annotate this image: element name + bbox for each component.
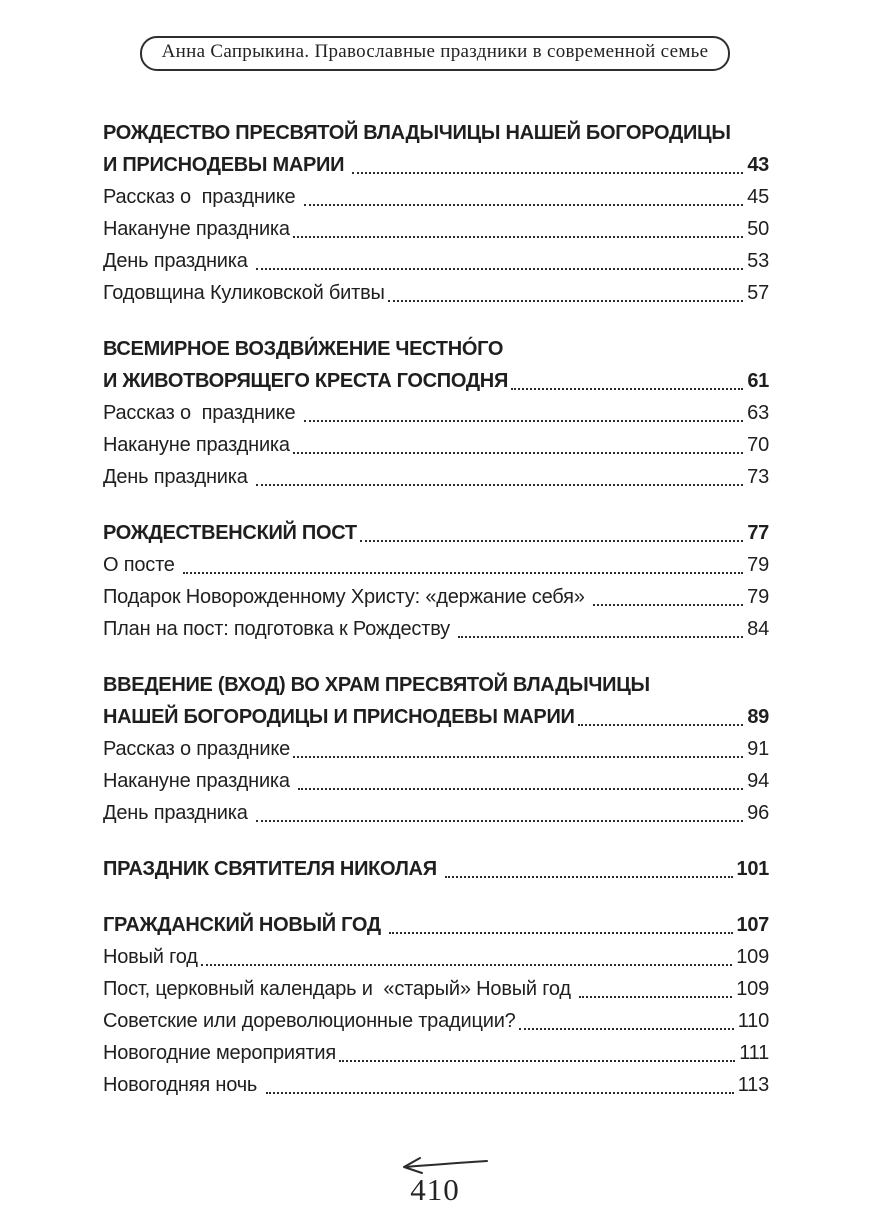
toc-item-label: День праздника [103, 802, 254, 824]
toc-item-row [103, 277, 769, 309]
dot-leader [458, 636, 743, 638]
toc-heading-row [103, 149, 769, 181]
toc-item-label: Накануне праздника [103, 770, 296, 792]
toc-heading-label: И ПРИСНОДЕВЫ МАРИИ [103, 154, 350, 176]
toc-item-row [103, 181, 769, 213]
toc-item-label: Годовщина Куликовской битвы [103, 282, 385, 304]
toc-item-row [103, 429, 769, 461]
running-head [0, 0, 870, 71]
toc [103, 117, 769, 1101]
toc-page-number: 57 [747, 282, 769, 304]
toc-page-number: 53 [747, 250, 769, 272]
toc-heading-label: РОЖДЕСТВО ПРЕСВЯТОЙ ВЛАДЫЧИЦЫ НАШЕЙ БОГОРОДИЦЫ [103, 122, 731, 144]
toc-page-number: 43 [747, 154, 769, 176]
dot-leader [352, 172, 743, 174]
toc-heading-row [103, 117, 769, 149]
toc-item-row [103, 549, 769, 581]
toc-item-label: План на пост: подготовка к Рождеству [103, 618, 456, 640]
toc-page-number: 101 [736, 858, 769, 880]
toc-item-row [103, 397, 769, 429]
toc-page-number: 111 [739, 1042, 769, 1064]
toc-section [103, 853, 769, 885]
running-head-title: Анна Сапрыкина. Православные праздники в современной семье [140, 36, 731, 71]
toc-item-row [103, 613, 769, 645]
dot-leader [519, 1028, 734, 1030]
toc-section [103, 517, 769, 645]
toc-section [103, 117, 769, 309]
dot-leader [293, 756, 743, 758]
toc-item-label: О посте [103, 554, 181, 576]
dot-leader [389, 932, 732, 934]
toc-item-label: Рассказ о празднике [103, 186, 301, 208]
dot-leader [304, 204, 743, 206]
toc-page-number: 89 [747, 706, 769, 728]
dot-leader [183, 572, 743, 574]
toc-page-number: 50 [747, 218, 769, 240]
toc-section [103, 333, 769, 493]
toc-page-number: 45 [747, 186, 769, 208]
toc-page-number: 96 [747, 802, 769, 824]
dot-leader [256, 484, 743, 486]
toc-item-label: Новогодние мероприятия [103, 1042, 337, 1064]
dot-leader [256, 820, 743, 822]
dot-leader [388, 300, 743, 302]
toc-page-number: 109 [736, 946, 769, 968]
folio-page-number: 410 [410, 1172, 460, 1207]
toc-item-row [103, 581, 769, 613]
toc-page-number: 107 [736, 914, 769, 936]
toc-item-label: Советские или дореволюционные традиции? [103, 1010, 516, 1032]
toc-item-label: Подарок Новорожденному Христу: «держание себя» [103, 586, 591, 608]
toc-item-label: День праздника [103, 250, 254, 272]
toc-page-number: 94 [747, 770, 769, 792]
toc-page-number: 61 [747, 370, 769, 392]
toc-item-label: Рассказ о празднике [103, 738, 291, 760]
toc-item-row [103, 213, 769, 245]
toc-heading-label: ПРАЗДНИК СВЯТИТЕЛЯ НИКОЛАЯ [103, 858, 443, 880]
toc-heading-label: ГРАЖДАНСКИЙ НОВЫЙ ГОД [103, 914, 387, 936]
toc-page-number: 91 [747, 738, 769, 760]
dot-leader [304, 420, 743, 422]
toc-page-number: 113 [737, 1074, 769, 1096]
toc-item-row [103, 765, 769, 797]
dot-leader [445, 876, 732, 878]
toc-item-label: Новый год [103, 946, 198, 968]
dot-leader [293, 452, 743, 454]
dot-leader [298, 788, 743, 790]
toc-page-number: 110 [737, 1010, 769, 1032]
toc-item-label: Накануне праздника [103, 218, 290, 240]
toc-heading-row [103, 701, 769, 733]
toc-section [103, 909, 769, 1101]
toc-page-number: 63 [747, 402, 769, 424]
toc-item-label: Пост, церковный календарь и «старый» Новый год [103, 978, 577, 1000]
toc-page-number: 109 [736, 978, 769, 1000]
toc-item-label: Новогодняя ночь [103, 1074, 263, 1096]
toc-page-number: 77 [747, 522, 769, 544]
toc-heading-label: И ЖИВОТВОРЯЩЕГО КРЕСТА ГОСПОДНЯ [103, 370, 509, 392]
toc-item-row [103, 461, 769, 493]
toc-item-row [103, 1037, 769, 1069]
toc-heading-row [103, 853, 769, 885]
dot-leader [579, 996, 732, 998]
toc-page-number: 79 [747, 554, 769, 576]
toc-page-number: 84 [747, 618, 769, 640]
toc-heading-row [103, 365, 769, 397]
back-arrow-icon [399, 1150, 491, 1176]
toc-heading-label: ВВЕДЕНИЕ (ВХОД) ВО ХРАМ ПРЕСВЯТОЙ ВЛАДЫЧИЦЫ [103, 674, 650, 696]
toc-heading-row [103, 517, 769, 549]
toc-heading-row [103, 669, 769, 701]
toc-heading-row [103, 909, 769, 941]
dot-leader [593, 604, 743, 606]
toc-item-row [103, 973, 769, 1005]
toc-page-number: 70 [747, 434, 769, 456]
toc-item-row [103, 797, 769, 829]
dot-leader [201, 964, 733, 966]
toc-item-label: Рассказ о празднике [103, 402, 301, 424]
toc-page-number: 73 [747, 466, 769, 488]
toc-item-row [103, 733, 769, 765]
dot-leader [293, 236, 743, 238]
toc-item-row [103, 245, 769, 277]
toc-heading-label: НАШЕЙ БОГОРОДИЦЫ И ПРИСНОДЕВЫ МАРИИ [103, 706, 575, 728]
toc-item-row [103, 1069, 769, 1101]
dot-leader [511, 388, 743, 390]
page-footer [0, 1150, 870, 1208]
toc-heading-label: ВСЕМИРНОЕ ВОЗДВИ́ЖЕНИЕ ЧЕСТНО́ГО [103, 338, 504, 360]
dot-leader [578, 724, 744, 726]
toc-heading-row [103, 333, 769, 365]
dot-leader [256, 268, 743, 270]
toc-item-label: Накануне праздника [103, 434, 290, 456]
dot-leader [360, 540, 744, 542]
toc-item-row [103, 1005, 769, 1037]
dot-leader [339, 1060, 735, 1062]
dot-leader [266, 1092, 734, 1094]
toc-page-number: 79 [747, 586, 769, 608]
toc-item-label: День праздника [103, 466, 254, 488]
toc-heading-label: РОЖДЕСТВЕНСКИЙ ПОСТ [103, 522, 357, 544]
toc-item-row [103, 941, 769, 973]
toc-section [103, 669, 769, 829]
